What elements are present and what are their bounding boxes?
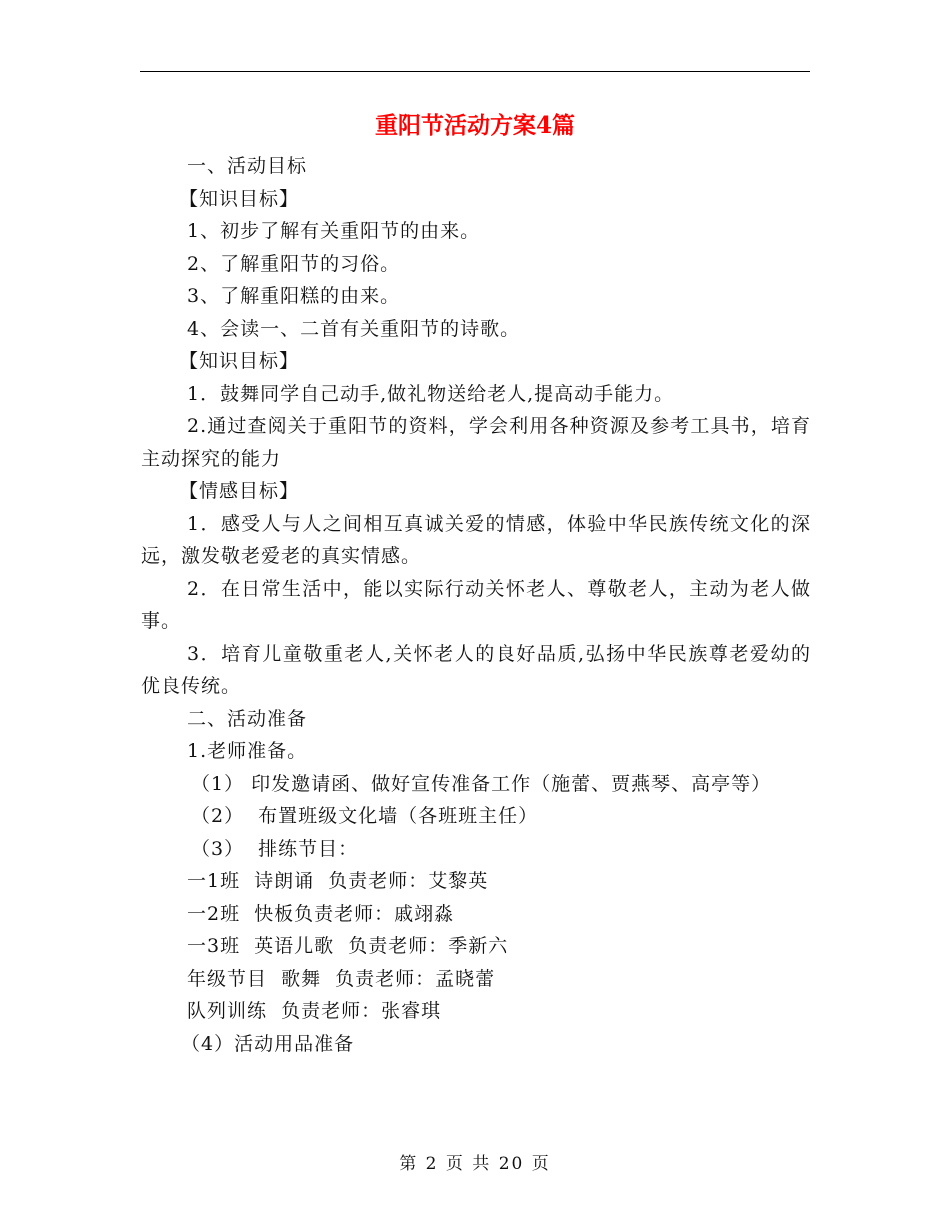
list-item: 4、会读一、二首有关重阳节的诗歌。: [187, 317, 521, 340]
subsection-heading: 【知识目标】: [179, 187, 300, 210]
list-item: 3．培育儿童敬重老人,关怀老人的良好品质,弘扬中华民族尊老爱幼的优良传统。: [141, 642, 811, 697]
list-item: 一3班 英语儿歌 负责老师：季新六: [187, 935, 509, 957]
list-item: （1） 印发邀请函、做好宣传准备工作（施蕾、贾燕琴、高亭等）: [191, 772, 772, 795]
list-item: 队列训练 负责老师：张睿琪: [187, 1000, 442, 1022]
list-item: 年级节目 歌舞 负责老师：孟晓蕾: [187, 967, 496, 990]
list-item: 1.老师准备。: [187, 740, 308, 762]
subsection-heading: 【知识目标】: [179, 350, 300, 372]
list-item: 一1班 诗朗诵 负责老师：艾黎英: [187, 870, 489, 892]
list-item: 2.通过查阅关于重阳节的资料，学会利用各种资源及参考工具书，培育主动探究的能力: [141, 415, 811, 470]
list-item: 一2班 快板负责老师：戚翊淼: [187, 902, 455, 925]
list-item: （3） 排练节目：: [191, 837, 359, 860]
subsection-heading: 【情感目标】: [179, 480, 300, 502]
section-heading: 二、活动准备: [187, 707, 308, 730]
list-item: （4）活动用品准备: [181, 1032, 355, 1055]
document-title: 重阳节活动方案4篇: [374, 112, 575, 139]
document-body: [141, 150, 811, 1060]
list-item: 2、了解重阳节的习俗。: [187, 252, 401, 275]
list-item: 1．感受人与人之间相互真诚关爱的情感，体验中华民族传统文化的深远，激发敬老爱老的真实情感。: [141, 512, 811, 567]
section-heading: 一、活动目标: [187, 155, 308, 177]
page-number: 第 2 页 共 20 页: [399, 1154, 551, 1174]
list-item: 1．鼓舞同学自己动手,做礼物送给老人,提高动手能力。: [187, 382, 675, 405]
list-item: 3、了解重阳糕的由来。: [187, 285, 401, 307]
list-item: （2） 布置班级文化墙（各班班主任）: [191, 805, 539, 827]
list-item: 1、初步了解有关重阳节的由来。: [187, 220, 481, 242]
header-rule: [140, 71, 810, 72]
list-item: 2．在日常生活中，能以实际行动关怀老人、尊敬老人，主动为老人做事。: [141, 577, 811, 632]
